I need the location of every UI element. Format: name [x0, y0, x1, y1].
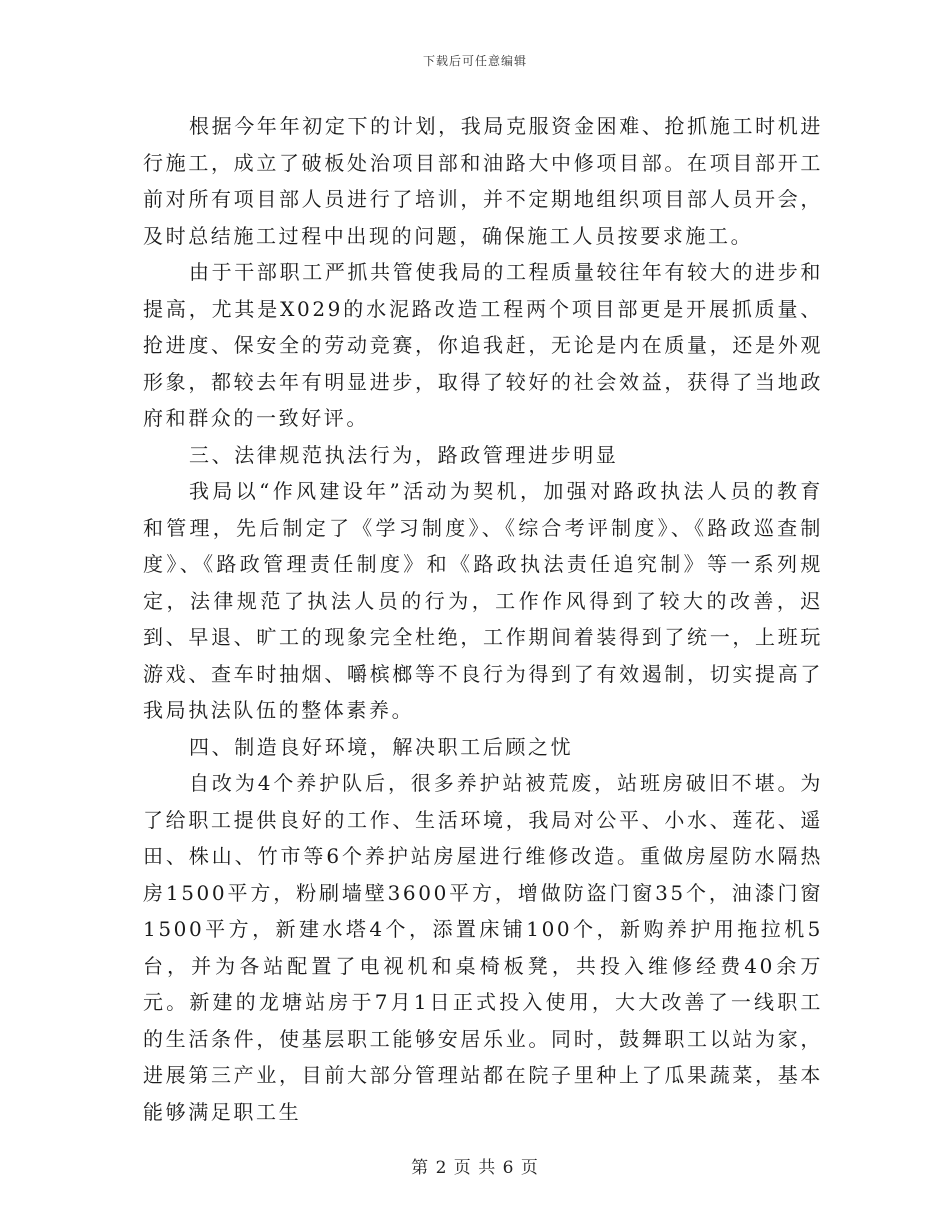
paragraph-quality-progress: 由于干部职工严抓共管使我局的工程质量较往年有较大的进步和提高，尤其是X029的水泥路改造工程两个项目部更是开展抓质量、抢进度、保安全的劳动竞赛，你追我赶，无论是内在质量，还是外观形象，都较去年有明显进步，取得了较好的社会效益，获得了当地政府和群众的一致好评。: [143, 260, 823, 430]
paragraph-station-renovation: 自改为4个养护队后，很多养护站被荒废，站班房破旧不堪。为了给职工提供良好的工作、生活环境，我局对公平、小水、莲花、遥田、株山、竹市等6个养护站房屋进行维修改造。重做房屋防水隔热房1500平方，粉刷墙壁3600平方，增做防盗门窗35个，油漆门窗1500平方，新建水塔4个，添置床铺100个，新购养护用拖拉机5台，并为各站配置了电视机和桌椅板凳，共投入维修经费40余万元。新建的龙塘站房于7月1日正式投入使用，大大改善了一线职工的生活条件，使基层职工能够安居乐业。同时，鼓舞职工以站为家，进展第三产业，目前大部分管理站都在院子里种上了瓜果蔬菜，基本能够满足职工生: [143, 771, 823, 1124]
document-body: [143, 108, 823, 1130]
paragraph-construction-plan: 根据今年年初定下的计划，我局克服资金困难、抢抓施工时机进行施工，成立了破板处治项目部和油路大中修项目部。在项目部开工前对所有项目部人员进行了培训，并不定期地组织项目部人员开会，及时总结施工过程中出现的问题，确保施工人员按要求施工。: [143, 114, 823, 248]
page-header: 下载后可任意编辑: [422, 54, 527, 68]
section-heading-environment: 四、制造良好环境，解决职工后顾之忧: [189, 734, 574, 759]
paragraph-road-administration: 我局以“作风建设年”活动为契机，加强对路政执法人员的教育和管理，先后制定了《学习制度》、《综合考评制度》、《路政巡查制度》、《路政管理责任制度》和《路政执法责任追究制》等一系列规定，法律规范了执法人员的行为，工作作风得到了较大的改善，迟到、早退、旷工的现象完全杜绝，工作期间着装得到了统一，上班玩游戏、查车时抽烟、嚼槟榔等不良行为得到了有效遏制，切实提高了我局执法队伍的整体素养。: [143, 479, 823, 722]
section-heading-law-enforcement: 三、法律规范执法行为，路政管理进步明显: [189, 442, 619, 467]
page-footer: 第 2 页 共 6 页: [411, 1158, 539, 1178]
